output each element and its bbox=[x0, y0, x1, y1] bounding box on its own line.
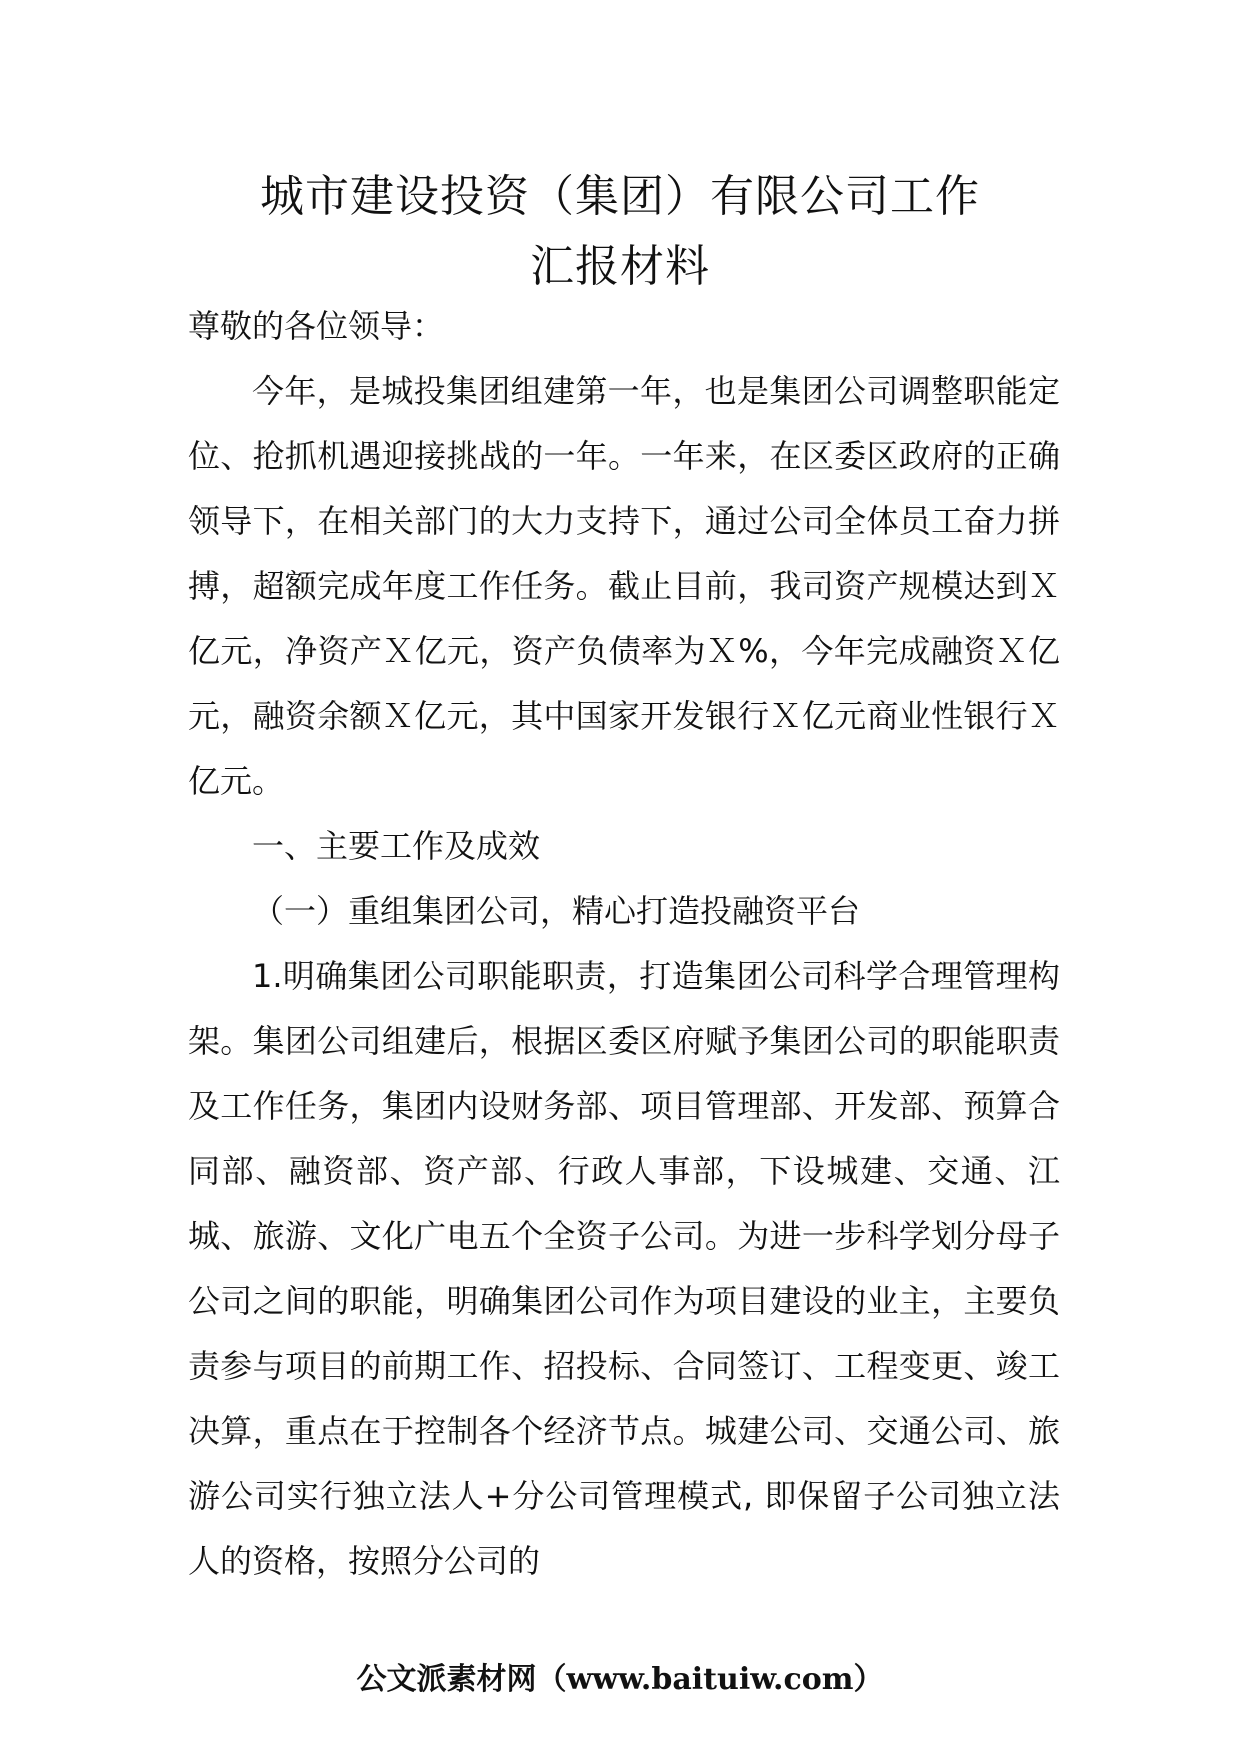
document-title-line-1: 城市建设投资（集团）有限公司工作 bbox=[260, 171, 980, 222]
subsection-heading: （一）重组集团公司，精心打造投融资平台 bbox=[252, 892, 861, 930]
paragraph-intro: 今年，是城投集团组建第一年，也是集团公司调整职能定位、抢抓机遇迎接挑战的一年。一年来，在区委区政府的正确领导下，在相关部门的大力支持下，通过公司全体员工奋力拼搏，超额完成年度工作任务。截止目前，我司资产规模达到Ｘ亿元，净资产Ｘ亿元，资产负债率为Ｘ%，今年完成融资Ｘ亿元，融资余额Ｘ亿元，其中国家开发银行Ｘ亿元商业性银行Ｘ亿元。 bbox=[188, 372, 1060, 800]
paragraph-item-1: 1.明确集团公司职能职责，打造集团公司科学合理管理构架。集团公司组建后，根据区委区府赋予集团公司的职能职责及工作任务，集团内设财务部、项目管理部、开发部、预算合同部、融资部、资产部、行政人事部，下设城建、交通、江城、旅游、文化广电五个全资子公司。为进一步科学划分母子公司之间的职能，明确集团公司作为项目建设的业主，主要负责参与项目的前期工作、招投标、合同签订、工程变更、竣工决算，重点在于控制各个经济节点。城建公司、交通公司、旅游公司实行独立法人+分公司管理模式, 即保留子公司独立法人的资格，按照分公司的 bbox=[188, 957, 1060, 1580]
footer-watermark: 公文派素材网（www.baituiw.com） bbox=[356, 1662, 884, 1697]
section-heading: 一、主要工作及成效 bbox=[252, 827, 541, 865]
document-title-line-2: 汇报材料 bbox=[530, 241, 710, 292]
salutation: 尊敬的各位领导： bbox=[188, 307, 445, 345]
document-body bbox=[188, 294, 1060, 1594]
